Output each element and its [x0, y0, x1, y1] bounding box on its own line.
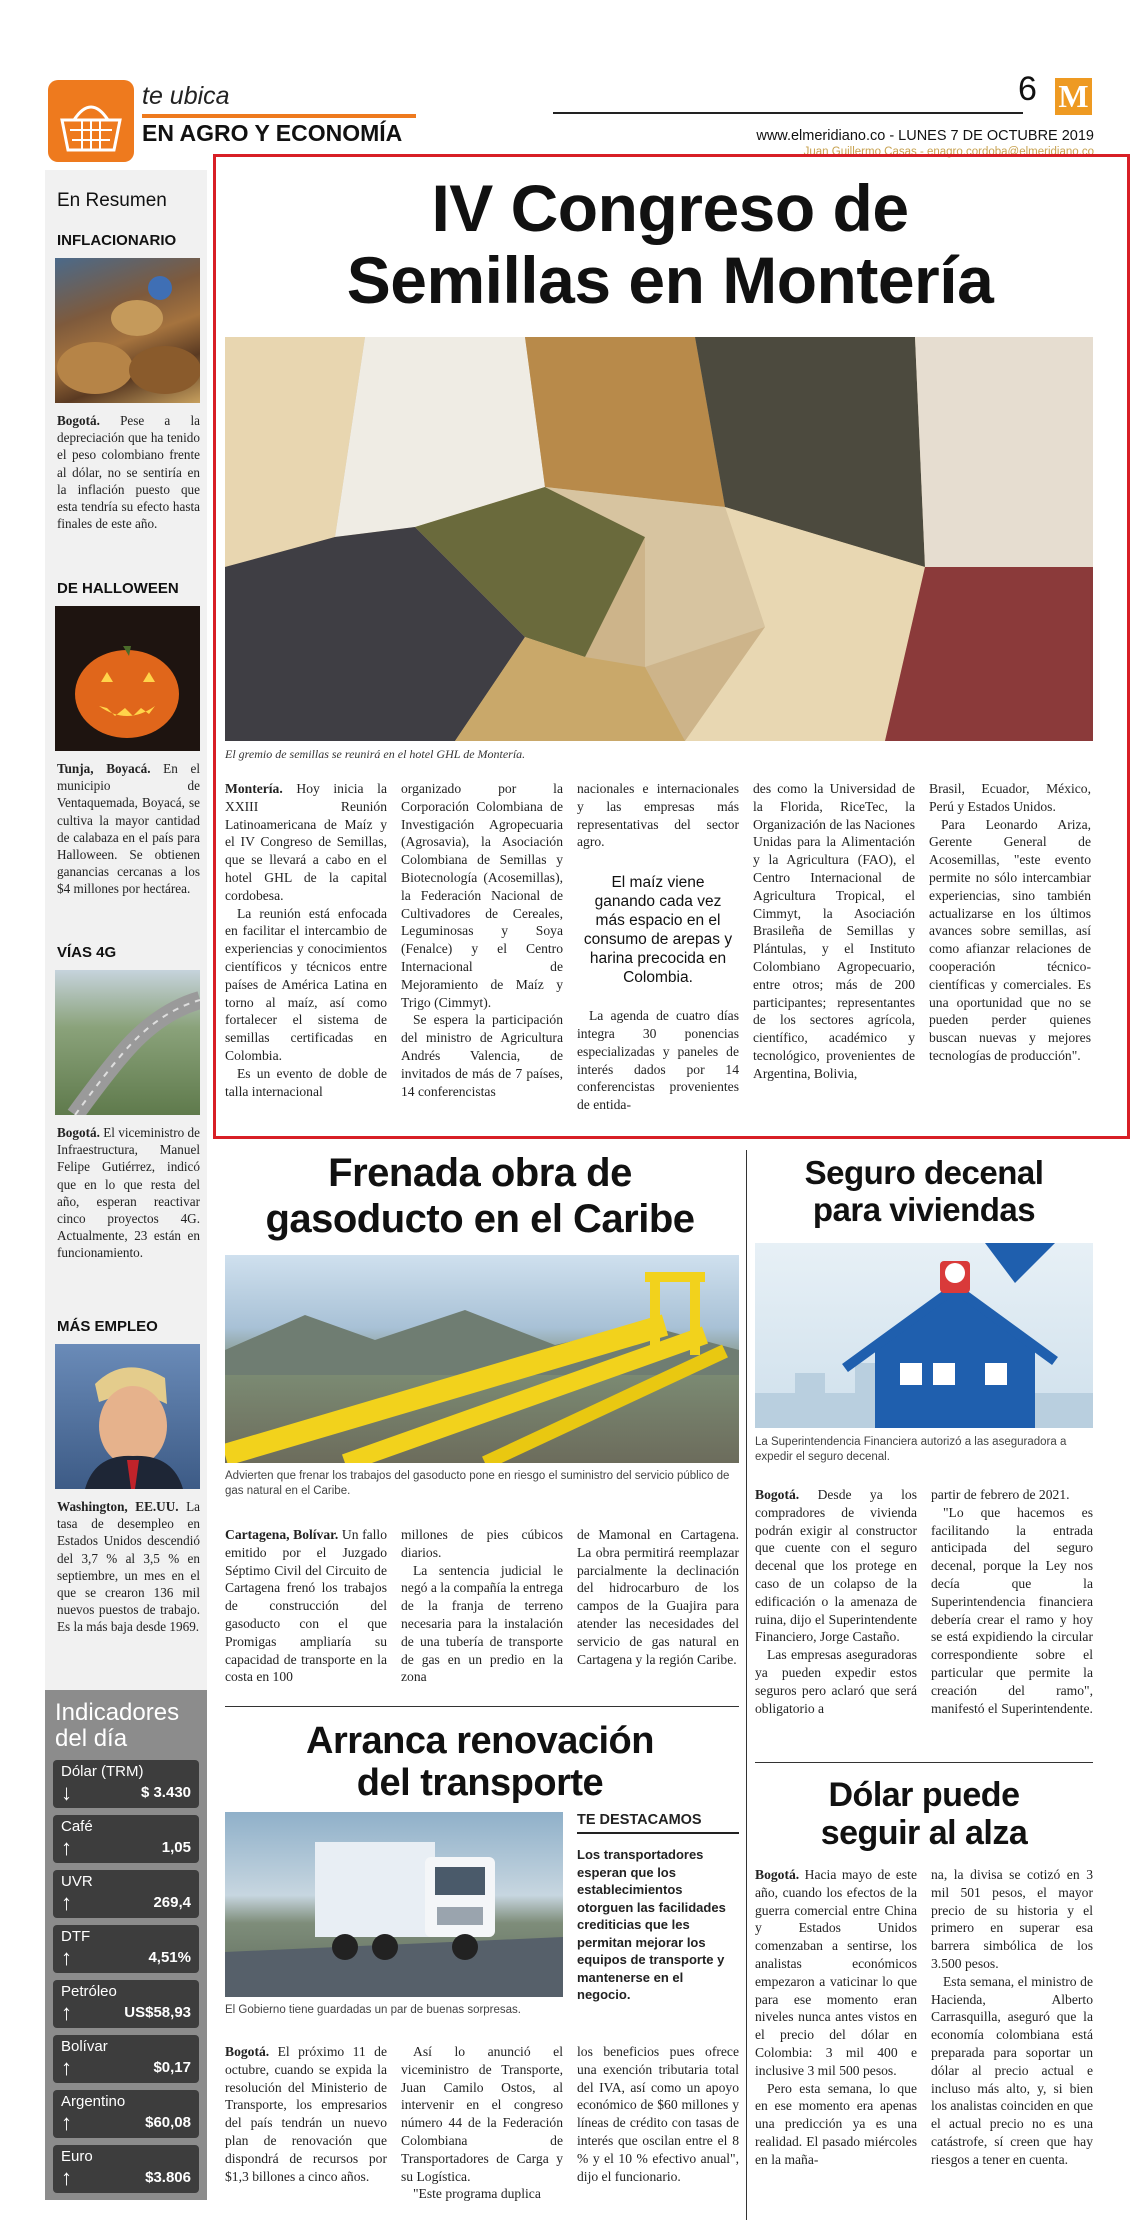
indicator-row: [53, 2035, 199, 2083]
lead-column-2: [401, 780, 563, 1100]
sidebar: [45, 170, 207, 1700]
indicator-label: Petróleo: [61, 1983, 117, 2000]
sidebar-text: [57, 412, 200, 532]
dateline: www.elmeridiano.co - LUNES 7 DE OCTUBRE 2019: [756, 128, 1094, 144]
trump-photo: [55, 1344, 200, 1489]
headline-line: Arranca renovación: [306, 1720, 654, 1762]
highlight-title: TE DESTACAMOS: [577, 1812, 739, 1834]
highway-photo: [55, 970, 200, 1115]
headline-line: gasoducto en el Caribe: [265, 1197, 695, 1241]
sidebar-heading: MÁS EMPLEO: [57, 1318, 158, 1335]
sidebar-body: En el municipio de Ventaquemada, Boyacá, se cultiva la mayor cantidad de calabaza en el país para Halloween. Se obtienen ganancias cercanas a los $4 millones por hectárea.: [57, 761, 200, 897]
indicator-value: $3.806: [145, 2169, 191, 2186]
insurance-column-1: [755, 1486, 917, 1717]
lead-paragraph: La agenda de cuatro días integra 30 ponencias especializadas y paneles de interés dados por 14 conferencistas provenientes de entida-: [577, 1008, 739, 1113]
arrow-up-icon: ↑: [61, 2110, 72, 2135]
indicator-value: 4,51%: [148, 1949, 191, 1966]
newspaper-logo: M: [1055, 78, 1092, 115]
gas-place: Cartagena, Bolívar.: [225, 1527, 339, 1542]
indicator-value: US$58,93: [124, 2004, 191, 2021]
transport-paragraph: "Este programa duplica: [413, 2186, 541, 2202]
sidebar-text: [57, 760, 200, 898]
headline-line: para viviendas: [812, 1191, 1036, 1228]
headline-line: Seguro decenal: [804, 1154, 1044, 1191]
transport-paragraph: [225, 2043, 387, 2185]
highlight-box: [577, 1812, 739, 2004]
seeds-photo: [225, 337, 1093, 741]
dollar-paragraph: Esta semana, el ministro de Hacienda, Alberto Carrasquilla, aseguró que la economía colombiana está preparada para soportar un dólar al precio actual e incluso más alto, y, si bien los analistas coinciden en que el actual precio no es una catástrofe, sí creen que hay riesgos a tener en cuenta.: [931, 1973, 1093, 2167]
lead-caption: El gremio de semillas se reunirá en el hotel GHL de Montería.: [225, 747, 526, 761]
lead-paragraph: des como la Universidad de la Florida, RiceTec, la Organización de las Naciones Unidas para la Alimentación y la Agricultura (FAO), el Centro Internacional de Agricultura Tropical, el Cimmyt, la Asociación Brasileña de Semillas y Plántulas, y el Instituto Colombiano Agropecuario, entre otros; más de 200 participantes; representantes de los sectores agrícola, científico, académico y tecnológico, provenientes de Argentina, Bolivia,: [753, 781, 915, 1081]
lead-headline: [220, 172, 1120, 316]
truck-photo: [225, 1812, 563, 1997]
lead-paragraph: organizado por la Corporación Colombiana de Investigación Agropecuaria (Agrosavia), la Asociación Colombiana de Semillas y Biotecnología (Acosemillas), la Federación Nacional de Cultivadores de Cereales, Leguminosas y Soya (Fenalce) y el Centro Internacional de Mejoramiento de Maíz y Trigo (Cimmyt).: [401, 781, 563, 1010]
gas-paragraph: [225, 1526, 387, 1686]
masthead-rule: [553, 112, 1023, 114]
lead-column-1: [225, 780, 387, 1100]
gas-pipeline-photo: [225, 1255, 739, 1463]
indicator-label: Dólar (TRM): [61, 1763, 144, 1780]
indicator-label: UVR: [61, 1873, 93, 1890]
insurance-caption: La Superintendencia Financiera autorizó a las aseguradora a expedir el seguro decenal.: [755, 1436, 1067, 1463]
headline-line: Dólar puede: [828, 1776, 1020, 1814]
highlight-text: Los transportadores esperan que los establecimientos otorguen las facilidades crediticias que les permitan mejorar los equipos de transporte y mantenerse en el negocio.: [577, 1847, 726, 2002]
dollar-place: Bogotá.: [755, 1867, 800, 1882]
lead-column-3: [577, 780, 739, 1114]
indicator-value: $0,17: [153, 2059, 191, 2076]
transport-text: El próximo 11 de octubre, cuando se expida la resolución del Ministerio de Transporte, los empresarios del país tendrán un nuevo plan de renovación que dispondrá de recursos por $1,3 billones a cinco años.: [225, 2044, 387, 2184]
headline-line: seguir al alza: [820, 1814, 1028, 1852]
pumpkin-photo: [55, 606, 200, 751]
section-subtitle: te ubica: [142, 82, 230, 110]
arrow-down-icon: ↓: [61, 1780, 72, 1805]
lead-paragraph: La reunión está enfocada en facilitar el intercambio de experiencias y conocimientos científicos y técnicos entre países de América Latina en torno al maíz, así como fortalecer el sistema de semillas certificadas en Colombia.: [225, 905, 387, 1063]
arrow-up-icon: ↑: [61, 2055, 72, 2080]
headline-line: del transporte: [356, 1762, 604, 1804]
indicators-title-line: Indicadores: [55, 1699, 180, 1726]
sidebar-heading: INFLACIONARIO: [57, 232, 177, 249]
insurance-place: Bogotá.: [755, 1487, 800, 1502]
sidebar-place: Bogotá.: [57, 1125, 100, 1140]
arrow-up-icon: ↑: [61, 1945, 72, 1970]
indicator-row: [53, 2090, 199, 2138]
column-divider: [746, 1150, 747, 2220]
transport-paragraph: los beneficios pues ofrece una exención tributaria total del IVA, así como un apoyo económico de $60 millones y líneas de crédito con tasas de interés que oscilan entre el 8 % y el 10 % efectivo anual", dijo el funcionario.: [577, 2044, 739, 2184]
sidebar-place: Washington, EE.UU.: [57, 1499, 179, 1514]
gas-column-2: [401, 1526, 563, 1686]
sidebar-text: [57, 1498, 200, 1636]
lead-paragraph: [225, 780, 387, 905]
dollar-paragraph: [755, 1866, 917, 2080]
sidebar-place: Tunja, Boyacá.: [57, 761, 151, 776]
indicator-value: $ 3.430: [140, 1784, 191, 1801]
headline-line: IV Congreso de: [431, 171, 909, 245]
indicators-panel: [45, 1690, 207, 2200]
section-divider: [755, 1762, 1093, 1763]
section-title: EN AGRO Y ECONOMÍA: [142, 120, 403, 146]
gas-column-1: [225, 1526, 387, 1686]
sidebar-title: En Resumen: [57, 190, 167, 211]
dollar-text: Hacia mayo de este año, cuando los efectos de la guerra comercial entre China y Estados Unidos comenzaban a sentirse, los analistas económicos empezaron a vaticinar lo que para ese momento eran niveles nunca antes vistos en el precio del dólar en Colombia: 3 mil 400 e inclusive 3 mil 500 pesos.: [755, 1867, 917, 2078]
lead-paragraph: Es un evento de doble de talla internacional: [225, 1065, 387, 1099]
indicator-label: Café: [61, 1818, 93, 1835]
lead-text: Hoy inicia la XXIII Reunión Latinoamericana de Maíz y el IV Congreso de Semillas, que se llevará a cabo en el hotel GHL de la capital cordobesa.: [225, 781, 387, 903]
gas-column-3: [577, 1526, 739, 1668]
insurance-paragraph: [755, 1486, 917, 1646]
sidebar-body: La tasa de desempleo en Estados Unidos descendió del 3,7 % al 3,5 % en septiembre, un mes en el que se crearon 136 mil nuevos puestos de trabajo. Es la más baja desde 1969.: [57, 1499, 200, 1635]
transport-column-3: [577, 2043, 739, 2185]
page-number: 6: [1018, 70, 1037, 108]
transport-headline: [220, 1720, 740, 1804]
indicators-title-line: del día: [55, 1725, 128, 1752]
gas-paragraph: La sentencia judicial le negó a la compañía la entrega de la franja de terreno necesaria para la instalación de una tubería de transporte de gas en un predio en la zona: [401, 1562, 563, 1685]
lead-column-4: [753, 780, 915, 1083]
insurance-paragraph: "Lo que hacemos es facilitando la entrada anticipada del seguro decenal, porque la Ley nos decía que la Superintendencia financiera debería crear el ramo y hoy se está expidiendo la circular correspondiente sobre el particular que permite la creación del ramo", manifestó el Superintendente.: [931, 1504, 1093, 1716]
basket-logo-icon: [48, 80, 134, 162]
indicator-value: 1,05: [161, 1839, 191, 1856]
arrow-up-icon: ↑: [61, 2000, 72, 2025]
sidebar-body: El viceministro de Infraestructura, Manuel Felipe Gutiérrez, indicó que en lo que resta del año, esperan reactivar cinco proyectos 4G. Actualmente, 23 están en funcionamiento.: [57, 1125, 201, 1261]
indicator-row: [53, 1980, 199, 2028]
house-insurance-illustration: [755, 1243, 1093, 1428]
section-divider: [225, 1706, 739, 1707]
dollar-headline: [755, 1776, 1093, 1852]
gas-caption: Advierten que frenar los trabajos del gasoducto pone en riesgo el suministro del servicio público de gas natural en el Caribe.: [225, 1470, 730, 1497]
sidebar-heading: DE HALLOWEEN: [57, 580, 179, 597]
indicator-row: [53, 1815, 199, 1863]
sidebar-text: [57, 1124, 200, 1262]
indicators-title: [55, 1700, 179, 1752]
indicator-value: $60,08: [145, 2114, 191, 2131]
lead-paragraph: Para Leonardo Ariza, Gerente General de Acosemillas, "este evento permite no sólo intercambiar experiencias, sino también actualizarse en los últimos avances sobre semillas, así como afianzar relaciones de cooperación técnico-científicas y comerciales. Es una oportunidad que no se pueden perder quienes buscan nuevas y mejores tecnologías de producción".: [929, 816, 1091, 1063]
lead-paragraph: nacionales e internacionales y las empresas más representativas del sector agro.: [577, 781, 739, 850]
dollar-column-2: [931, 1866, 1093, 2169]
arrow-up-icon: ↑: [61, 2165, 72, 2190]
headline-line: Semillas en Montería: [346, 243, 994, 317]
indicator-row: [53, 1870, 199, 1918]
indicator-label: Euro: [61, 2148, 93, 2165]
indicator-row: [53, 1925, 199, 1973]
sidebar-body: Pese a la depreciación que ha tenido el peso colombiano frente al dólar, no se sentiría en la inflación puesto que esta tendría su efecto hasta finales de este año.: [57, 413, 201, 532]
insurance-column-2: [931, 1486, 1093, 1717]
indicator-label: DTF: [61, 1928, 91, 1945]
dollar-paragraph: Pero esta semana, lo que en ese momento era apenas una predicción ya es una realidad. El pasado miércoles en la maña-: [755, 2080, 917, 2167]
gas-paragraph: de Mamonal en Cartagena. La obra permitirá reemplazar parcialmente la declinación del hidrocarburo de los campos de la Guajira para atender las necesidades del servicio de gas natural en Cartagena y la región Caribe.: [577, 1527, 739, 1667]
market-baskets-photo: [55, 258, 200, 403]
dollar-paragraph: na, la divisa se cotizó en 3 mil 501 pesos, el mayor precio de su historia y el primero en superar esa barrera simbólica de los 3.500 pesos.: [931, 1867, 1093, 1971]
indicator-label: Argentino: [61, 2093, 126, 2110]
arrow-up-icon: ↑: [61, 1890, 72, 1915]
insurance-paragraph: Las empresas aseguradoras ya pueden expedir estos seguros pero aclaró que será obligatorio a: [755, 1647, 917, 1716]
gas-text: Un fallo emitido por el Juzgado Séptimo Civil del Circuito de Cartagena frenó los trabajos de construcción del gasoducto con el que Promigas ampliaría su capacidad de transporte en la costa en 100: [225, 1527, 387, 1685]
gas-headline: [220, 1150, 740, 1242]
indicator-value: 269,4: [153, 1894, 191, 1911]
dollar-column-1: [755, 1866, 917, 2169]
indicator-row: [53, 1760, 199, 1808]
arrow-up-icon: ↑: [61, 1835, 72, 1860]
sidebar-place: Bogotá.: [57, 413, 100, 428]
transport-column-2: [401, 2043, 563, 2203]
transport-caption: El Gobierno tiene guardadas un par de buenas sorpresas.: [225, 2004, 522, 2016]
insurance-text: Desde ya los compradores de vivienda podrán exigir al constructor que cuente con el seguro decenal que los protege en caso de un colapso de la edificación o la amenaza de ruina, dijo el Superintendente Financiero, Jorge Castaño.: [755, 1487, 917, 1645]
byline: Juan Guillermo Casas - enagro.cordoba@elmeridiano.co: [803, 146, 1094, 158]
insurance-paragraph: partir de febrero de 2021.: [931, 1487, 1070, 1502]
insurance-headline: [755, 1154, 1093, 1228]
sidebar-heading: VÍAS 4G: [57, 944, 117, 961]
lead-place: Montería.: [225, 781, 283, 796]
gas-paragraph: millones de pies cúbicos diarios.: [401, 1527, 563, 1560]
lead-pullquote: El maíz viene ganando cada vez más espacio en el consumo de arepas y harina precocida en Colombia.: [583, 874, 733, 987]
indicator-row: [53, 2145, 199, 2193]
masthead: [0, 0, 1140, 160]
transport-column-1: [225, 2043, 387, 2185]
transport-place: Bogotá.: [225, 2044, 270, 2059]
lead-paragraph: Brasil, Ecuador, México, Perú y Estados Unidos.: [929, 781, 1091, 814]
section-orange-rule: [142, 114, 416, 118]
lead-paragraph: Se espera la participación del ministro de Agricultura Andrés Valencia, de invitados de más de 7 países, 14 conferencistas: [401, 1012, 563, 1099]
transport-paragraph: Así lo anunció el viceministro de Transporte, Juan Camilo Ostos, al intervenir en el congreso número 44 de la Federación Colombiana de Transportadores de Carga y su Logística.: [401, 2044, 563, 2184]
indicator-label: Bolívar: [61, 2038, 108, 2055]
lead-column-5: [929, 780, 1091, 1065]
headline-line: Frenada obra de: [328, 1151, 632, 1195]
